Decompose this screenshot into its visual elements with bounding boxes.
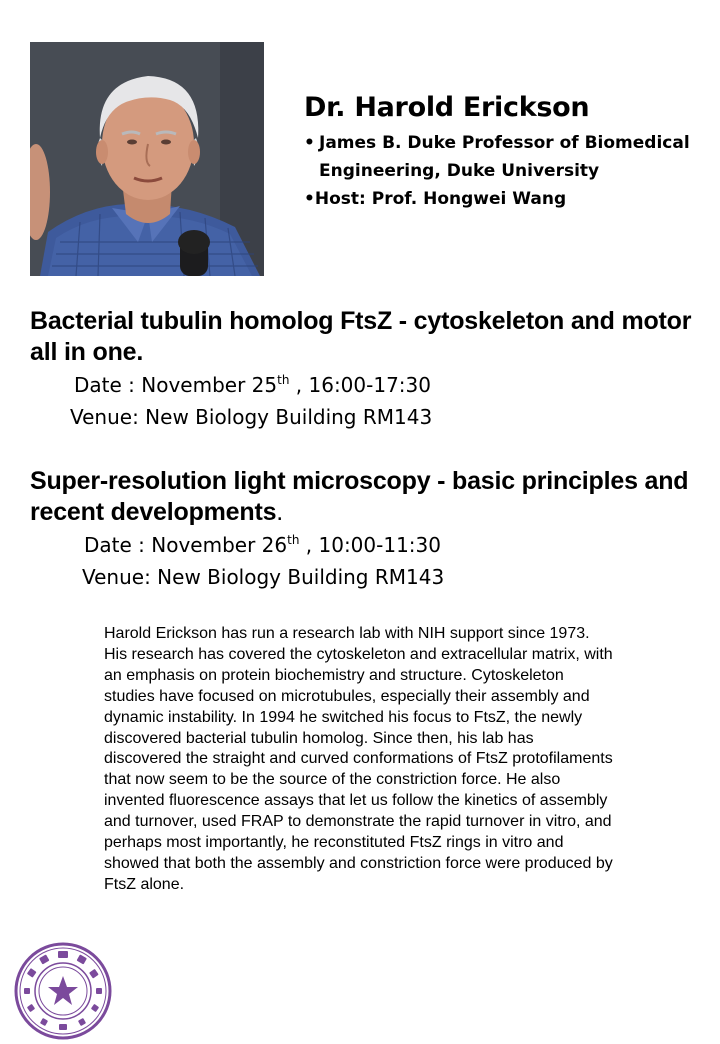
talk-1-date (74, 372, 431, 398)
host-text: Host: Prof. Hongwei Wang (314, 189, 567, 209)
tsinghua-seal-logo (14, 942, 112, 1040)
talk-2-date (84, 532, 441, 558)
speaker-name: Dr. Harold Erickson (304, 92, 590, 123)
talk-1-date-label: Date : November 25 (74, 373, 278, 397)
talk-2-title (30, 466, 700, 528)
talk-2-title-period: . (276, 498, 284, 526)
speaker-host (304, 185, 704, 213)
talk-1-date-suffix: th (277, 373, 290, 387)
talk-2-date-suffix: th (287, 533, 300, 547)
talk-2-title-text: Super-resolution light microscopy - basic principles and recent developments (30, 467, 689, 526)
talk-1-title: Bacterial tubulin homolog FtsZ - cytoskeleton and motor all in one. (30, 307, 692, 366)
affiliation-text: James B. Duke Professor of Biomedical Engineering, Duke University (319, 133, 690, 181)
speaker-photo (30, 42, 264, 276)
speaker-affiliation (304, 129, 704, 185)
talk-2-venue: Venue: New Biology Building RM143 (82, 565, 445, 589)
talk-1-time: , 16:00-17:30 (289, 373, 431, 397)
talk-1-venue: Venue: New Biology Building RM143 (70, 405, 433, 429)
speaker-info (304, 92, 704, 213)
bullet-icon: • (304, 189, 315, 209)
talk-2-time: , 10:00-11:30 (299, 533, 441, 557)
bullet-icon: • (304, 133, 315, 153)
talk-2-date-label: Date : November 26 (84, 533, 288, 557)
speaker-bio: Harold Erickson has run a research lab with NIH support since 1973. His research has covered the cytoskeleton and extracellular matrix, with an emphasis on protein biochemistry and structure. Cytoskeleton studies have focused on microtubules, especially their assembly and dynamic instability. In 1994 he switched his focus to FtsZ, the newly discovered bacterial tubulin homolog. Since then, his lab has discovered the straight and curved conformations of FtsZ protofilaments that now seem to be the source of the constriction force. He also invented fluorescence assays that let us follow the kinetics of assembly and turnover, used FRAP to demonstrate the rapid turnover in vitro, and perhaps most importantly, he reconstituted FtsZ rings in vitro and showed that both the assembly and constriction force were produced by FtsZ alone. (104, 625, 613, 893)
